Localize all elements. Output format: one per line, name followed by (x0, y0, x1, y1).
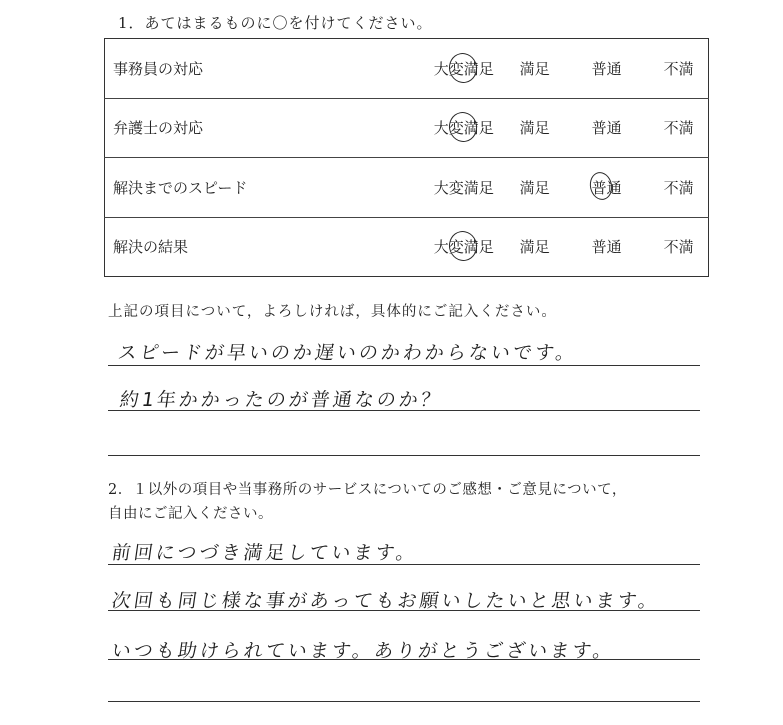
option-dissatisfied: 不満 (649, 217, 708, 277)
handwritten-opinion-line: 次回も同じ様な事があってもお願いしたいと思います。 (110, 590, 662, 612)
row-label: 解決までのスピード (105, 158, 423, 218)
option-dissatisfied: 不満 (649, 98, 708, 158)
option-normal: 普通 (591, 59, 622, 78)
row-label: 解決の結果 (105, 217, 423, 277)
section2-heading-line: 2．１以外の項目や当事務所のサービスについてのご感想・ご意見について， (108, 482, 627, 498)
satisfaction-table (104, 38, 709, 277)
option-very-satisfied: 大変満足 (422, 39, 505, 99)
writing-line (108, 455, 700, 456)
selection-circle (446, 110, 480, 145)
option-dissatisfied: 不満 (663, 59, 694, 78)
option-dissatisfied: 不満 (649, 158, 708, 218)
selection-circle (446, 50, 480, 85)
table-row (105, 98, 709, 158)
row-label: 弁護士の対応 (105, 98, 423, 158)
option-satisfied: 満足 (519, 59, 550, 78)
option-normal: 普通 (564, 98, 649, 158)
option-satisfied: 満足 (505, 158, 564, 218)
section1-heading: 1．あてはまるものに〇を付けてください。 (118, 14, 433, 32)
handwritten-comment-line: 約1年かかったのが普通なのか？ (118, 389, 445, 411)
option-very-satisfied: 大変満足 (422, 217, 505, 277)
option-very-satisfied: 大変満足 (422, 158, 505, 218)
handwritten-comment-line: スピードが早いのか遅いのかわからないです。 (116, 342, 580, 364)
selection-circle (446, 229, 480, 264)
writing-line (108, 659, 700, 660)
comment-instruction: 上記の項目について，よろしければ，具体的にご記入ください。 (108, 304, 557, 320)
option-satisfied: 満足 (505, 217, 564, 277)
table-row (105, 158, 709, 218)
writing-line (108, 701, 700, 702)
option-normal: 普通 (564, 217, 649, 277)
table-row (105, 217, 709, 277)
writing-line (108, 564, 700, 565)
writing-line (108, 410, 700, 411)
handwritten-opinion-line: いつも助けられています。ありがとうございます。 (110, 640, 617, 662)
section2-heading (108, 478, 627, 526)
handwritten-opinion-line: 前回につづき満足しています。 (110, 542, 420, 564)
section2-heading-line: 自由にご記入ください。 (108, 506, 273, 522)
writing-line (108, 610, 700, 611)
option-very-satisfied: 大変満足 (422, 98, 505, 158)
table-row (105, 39, 709, 99)
row-label: 事務員の対応 (113, 59, 204, 78)
option-normal: 普通 (564, 158, 649, 218)
option-satisfied: 満足 (505, 98, 564, 158)
writing-line (108, 365, 700, 366)
